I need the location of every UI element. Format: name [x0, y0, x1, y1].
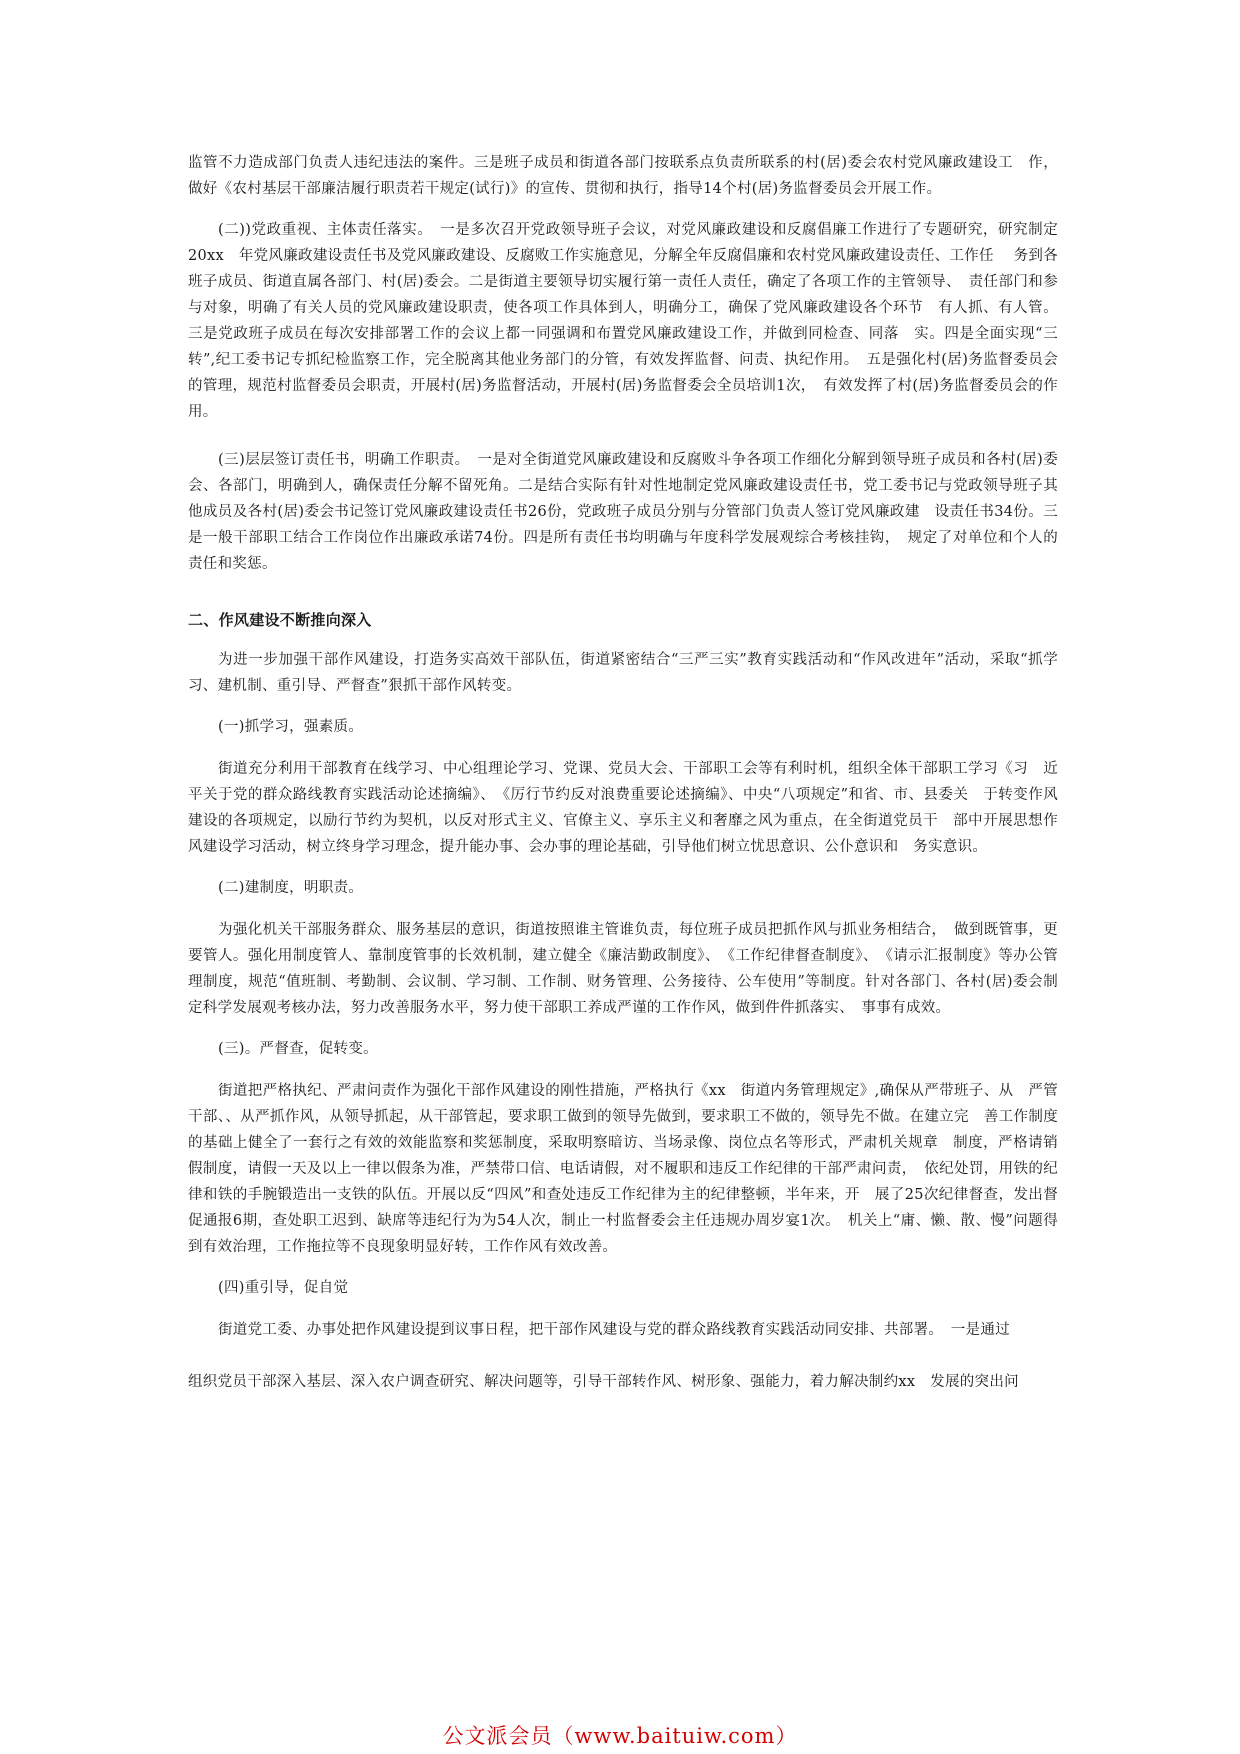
subheading-4: (四)重引导，促自觉: [218, 1280, 349, 1296]
paragraph-5: 街道充分利用干部教育在线学习、中心组理论学习、党课、党员大会、干部职工会等有利时机，组织全体干部职工学习《习 近平关于党的群众路线教育实践活动论述摘编》、 《厉行节约反对浪费重要论述摘编》、中央“八项规定”和省、市、县委关 于转变作风建设的各项规定，以励行节约为契机，以反对形式主义、官僚主义、享乐主义和奢靡之风为重点，在全街道党员干 部中开展思想作风建设学习活动，树立终身学习理念，提升能办事、会办事的理论基础，引导他们树立忧思意识、公仆意识和 务实意识。: [188, 761, 1058, 855]
subheading-1: (一)抓学习，强素质。: [218, 719, 364, 735]
subheading-3: (三)。严督查，促转变。: [218, 1041, 378, 1057]
paragraph-2: (二))党政重视、主体责任落实。 一是多次召开党政领导班子会议，对党风廉政建设和反腐倡廉工作进行了专题研究，研究制定20xx 年党风廉政建设责任书及党风廉政建设、反腐败工作实施意见，分解全年反腐倡廉和农村党风廉政建设责任、工作任 务到各班子成员、街道直属各部门、村(居)委会。二是街道主要领导切实履行第一责任人责任，确定了各项工作的主管领导、 责任部门和参与对象，明确了有关人员的党风廉政建设职责，使各项工作具体到人，明确分工，确保了党风廉政建设各个环节 有人抓、有人管。三是党政班子成员在每次安排部署工作的会议上都一同强调和布置党风廉政建设工作，并做到同检查、同落 实。四是全面实现“三转”,纪工委书记专抓纪检监察工作，完全脱离其他业务部门的分管，有效发挥监督、问责、执纪作用。 五是强化村(居)务监督委员会的管理，规范村监督委员会职责，开展村(居)务监督活动，开展村(居)务监督委会全员培训1次， 有效发挥了村(居)务监督委员会的作用。: [188, 222, 1058, 420]
subheading-2: (二)建制度，明职责。: [218, 880, 364, 896]
paragraph-8: 街道党工委、办事处把作风建设提到议事日程，把干部作风建设与党的群众路线教育实践活动同安排、共部署。 一是通过: [218, 1322, 1010, 1338]
paragraph-9: 组织党员干部深入基层、深入农户调查研究、解决问题等，引导干部转作风、树形象、强能力，着力解决制约xx 发展的突出问: [188, 1374, 1019, 1390]
paragraph-1: 监管不力造成部门负责人违纪违法的案件。三是班子成员和街道各部门按联系点负责所联系的村(居)委会农村党风廉政建设工 作，做好《农村基层干部廉洁履行职责若干规定(试行)》的宣传、贯彻和执行，指导14个村(居)务监督委员会开展工作。: [188, 155, 1058, 197]
document-body: [188, 150, 1058, 1410]
paragraph-6: 为强化机关干部服务群众、服务基层的意识，街道按照谁主管谁负责，每位班子成员把抓作风与抓业务相结合， 做到既管事，更要管人。强化用制度管人、靠制度管事的长效机制，建立健全《廉洁勤政制度》、 《工作纪律督查制度》、 《请示汇报制度》等办公管理制度，规范“值班制、考勤制、会议制、学习制、工作制、财务管理、公务接待、公车使用”等制度。针对各部门、各村(居)委会制定科学发展观考核办法，努力改善服务水平，努力使干部职工养成严谨的工作作风，做到件件抓落实、 事事有成效。: [188, 922, 1058, 1016]
paragraph-7: 街道把严格执纪、严肃问责作为强化干部作风建设的刚性措施，严格执行《xx 街道内务管理规定》,确保从严带班子、从 严管干部、、从严抓作风，从领导抓起，从干部管起，要求职工做到的领导先做到，要求职工不做的，领导先不做。在建立完 善工作制度的基础上健全了一套行之有效的效能监察和奖惩制度，采取明察暗访、当场录像、岗位点名等形式，严肃机关规章 制度，严格请销假制度，请假一天及以上一律以假条为准，严禁带口信、电话请假，对不履职和违反工作纪律的干部严肃问责， 依纪处罚，用铁的纪律和铁的手腕锻造出一支铁的队伍。开展以反“四风”和查处违反工作纪律为主的纪律整顿，半年来，开 展了25次纪律督查，发出督促通报6期，查处职工迟到、缺席等违纪行为为54人次，制止一村监督委会主任违规办周岁宴1次。 机关上“庸、懒、散、慢”问题得到有效治理，工作拖拉等不良现象明显好转，工作作风有效改善。: [188, 1083, 1058, 1255]
section-heading-2: 二、作风建设不断推向深入: [188, 611, 372, 629]
paragraph-4: 为进一步加强干部作风建设，打造务实高效干部队伍，街道紧密结合“三严三实”教育实践活动和“作风改进年”活动，采取“抓学习、建机制、重引导、严督查”狠抓干部作风转变。: [188, 652, 1058, 694]
paragraph-3: (三)层层签订责任书，明确工作职责。 一是对全街道党风廉政建设和反腐败斗争各项工作细化分解到领导班子成员和各村(居)委会、各部门，明确到人，确保责任分解不留死角。二是结合实际有针对性地制定党风廉政建设责任书，党工委书记与党政领导班子其他成员及各村(居)委会书记签订党风廉政建设责任书26份，党政班子成员分别与分管部门负责人签订党风廉政建 设责任书34份。三是一般干部职工结合工作岗位作出廉政承诺74份。四是所有责任书均明确与年度科学发展观综合考核挂钩， 规定了对单位和个人的责任和奖惩。: [188, 452, 1058, 572]
footer-watermark-link[interactable]: 公文派会员（www.baituiw.com）: [442, 1724, 798, 1748]
